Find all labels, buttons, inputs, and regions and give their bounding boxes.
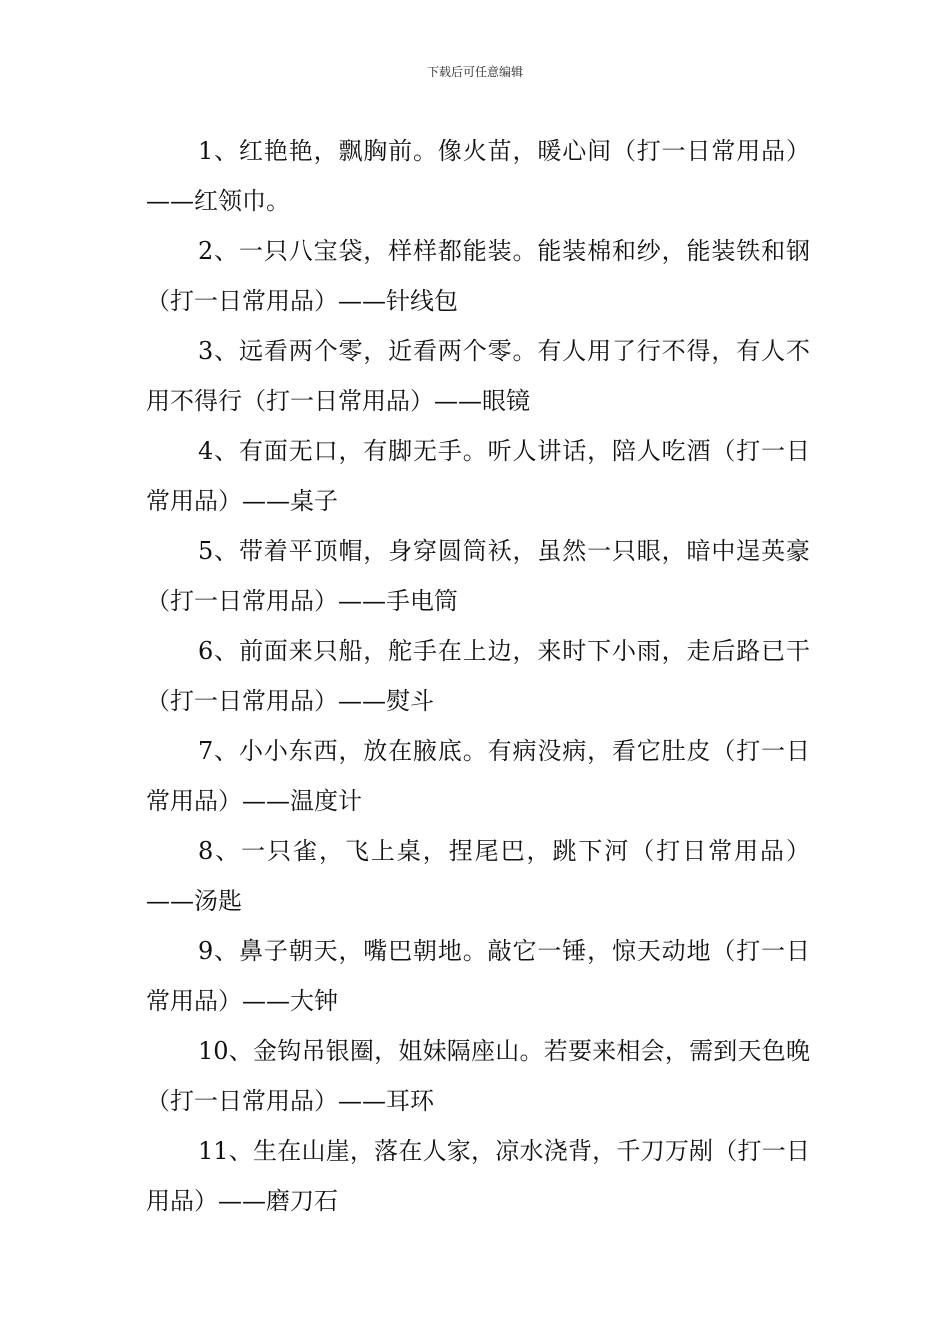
riddle-1: 1、红艳艳，飘胸前。像火苗，暖心间（打一日常用品）——红领巾。 (146, 137, 810, 215)
riddle-6: 6、前面来只船，舵手在上边，来时下小雨，走后路已干（打一日常用品）——熨斗 (146, 637, 810, 715)
riddle-7: 7、小小东西，放在腋底。有病没病，看它肚皮（打一日常用品）——温度计 (146, 737, 810, 815)
riddle-5: 5、带着平顶帽，身穿圆筒袄，虽然一只眼，暗中逞英豪（打一日常用品）——手电筒 (146, 537, 810, 615)
riddle-9: 9、鼻子朝天，嘴巴朝地。敲它一锤，惊天动地（打一日常用品）——大钟 (146, 937, 810, 1015)
riddle-3: 3、远看两个零，近看两个零。有人用了行不得，有人不用不得行（打一日常用品）——眼镜 (146, 337, 810, 415)
page-header: 下载后可任意编辑 (426, 65, 523, 79)
riddle-10: 10、金钩吊银圈，姐妹隔座山。若要来相会，需到天色晚（打一日常用品）——耳环 (146, 1037, 810, 1115)
riddle-11: 11、生在山崖，落在人家，凉水浇背，千刀万剐（打一日用品）——磨刀石 (146, 1137, 810, 1215)
riddle-list (146, 126, 810, 1226)
riddle-4: 4、有面无口，有脚无手。听人讲话，陪人吃酒（打一日常用品）——桌子 (146, 437, 810, 515)
riddle-8: 8、一只雀，飞上桌，捏尾巴，跳下河（打日常用品）——汤匙 (146, 837, 810, 915)
riddle-2: 2、一只八宝袋，样样都能装。能装棉和纱，能装铁和钢（打一日常用品）——针线包 (146, 237, 810, 315)
